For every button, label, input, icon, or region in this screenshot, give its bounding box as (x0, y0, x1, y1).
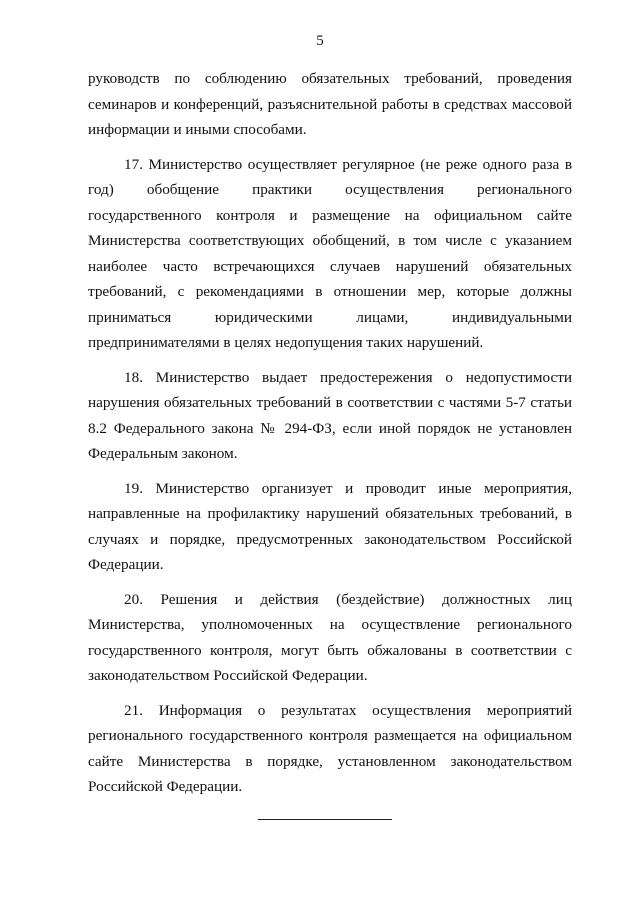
paragraph-item-21: 21. Информация о результатах осуществления мероприятий регионального государственного контроля размещается на официальном сайте Министерства в порядке, установленном законодательством Российской Федерации. (88, 701, 572, 795)
paragraph-item-19: 19. Министерство организует и проводит иные мероприятия, направленные на профилактику нарушений обязательных требований, в случаях и порядке, предусмотренных законодательством Российской Федерации. (88, 479, 572, 573)
paragraph-item-18: 18. Министерство выдает предостережения о недопустимости нарушения обязательных требований в соответствии с частями 5-7 статьи 8.2 Федерального закона № 294-ФЗ, если иной порядок не установлен Федеральным законом. (88, 368, 572, 462)
paragraph-item-20: 20. Решения и действия (бездействие) должностных лиц Министерства, уполномоченных на осуществление регионального государственного контроля, могут быть обжалованы в соответствии с законодательством Российской Федерации. (88, 590, 572, 684)
paragraph-item-17: 17. Министерство осуществляет регулярное (не реже одного раза в год) обобщение практики осуществления регионального государственного контроля и размещение на официальном сайте Министерства соответствующих обобщений, в том числе с указанием наиболее часто встречающихся случаев нарушений обязательных требований, с рекомендациями в отношении мер, которые должны приниматься юридическими лицами, индивидуальными предпринимателями в целях недопущения таких нарушений. (88, 155, 572, 351)
paragraph-continuation: руководств по соблюдению обязательных требований, проведения семинаров и конференций, разъяснительной работы в средствах массовой информации и иными способами. (88, 70, 572, 138)
page-number: 5 (316, 33, 324, 49)
document-body (88, 66, 572, 800)
end-of-document-rule (258, 819, 392, 820)
